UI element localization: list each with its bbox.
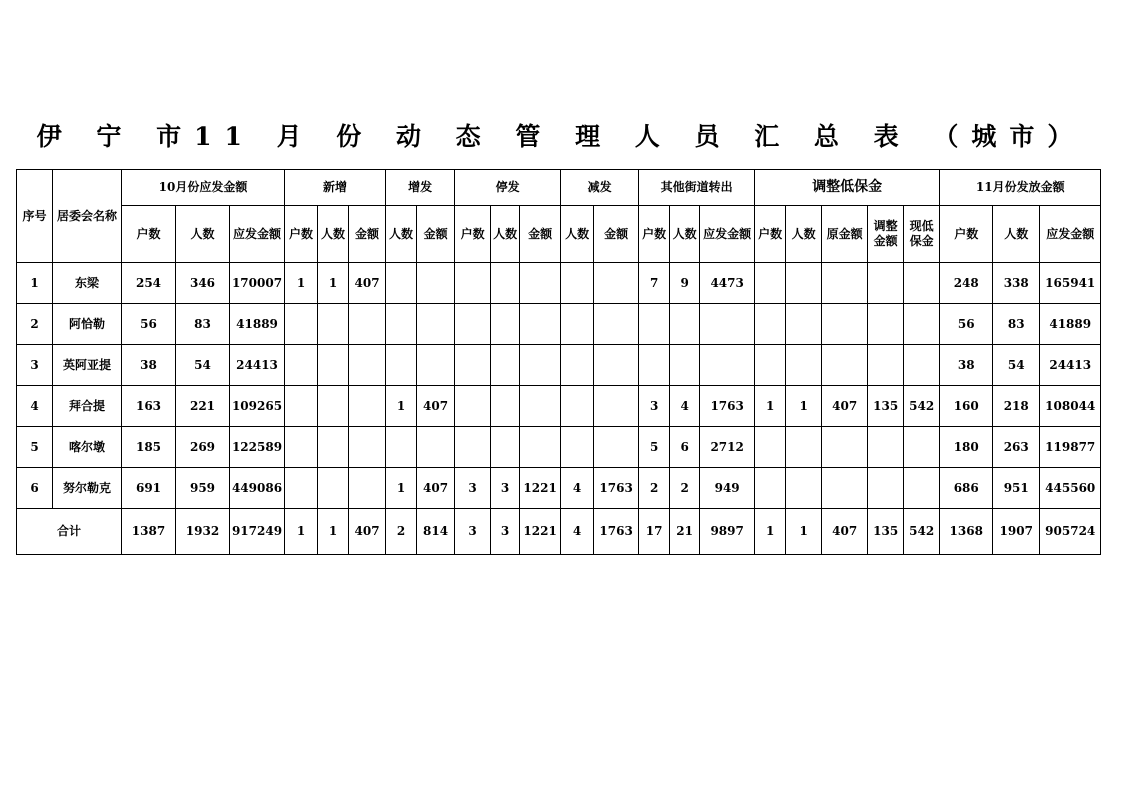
row-cell <box>491 304 520 345</box>
row-cell: 3 <box>455 468 491 509</box>
row-cell: 41889 <box>230 304 285 345</box>
row-cell <box>822 263 868 304</box>
row-cell: 9 <box>670 263 700 304</box>
row-cell: 4 <box>561 468 594 509</box>
row-cell <box>491 427 520 468</box>
row-cell <box>318 386 349 427</box>
row-cell <box>786 345 822 386</box>
row-seq: 5 <box>17 427 53 468</box>
row-cell <box>786 304 822 345</box>
total-cell: 3 <box>491 509 520 555</box>
row-cell <box>700 345 755 386</box>
row-cell: 1 <box>386 468 417 509</box>
row-cell: 3 <box>491 468 520 509</box>
row-cell <box>455 427 491 468</box>
table-row <box>17 468 1101 509</box>
row-cell <box>349 427 386 468</box>
row-cell <box>755 468 786 509</box>
row-cell <box>491 386 520 427</box>
sub-nov-households: 户数 <box>940 206 993 263</box>
row-cell: 135 <box>868 386 904 427</box>
table-row <box>17 345 1101 386</box>
row-cell <box>822 427 868 468</box>
row-cell: 119877 <box>1040 427 1101 468</box>
total-cell: 1932 <box>176 509 230 555</box>
sub-reduce-amount: 金额 <box>594 206 639 263</box>
row-cell <box>822 345 868 386</box>
row-cell <box>520 304 561 345</box>
header-name: 居委会名称 <box>53 170 122 263</box>
total-cell: 1763 <box>594 509 639 555</box>
row-cell <box>868 345 904 386</box>
total-cell: 1 <box>318 509 349 555</box>
row-cell <box>386 345 417 386</box>
sub-adjust-people: 人数 <box>786 206 822 263</box>
header-row-sub <box>17 206 1101 263</box>
row-cell <box>318 304 349 345</box>
table-row <box>17 427 1101 468</box>
row-cell: 4473 <box>700 263 755 304</box>
row-cell <box>561 304 594 345</box>
sub-stop-amount: 金额 <box>520 206 561 263</box>
row-cell: 7 <box>639 263 670 304</box>
sub-add-amount: 金额 <box>417 206 455 263</box>
row-cell: 185 <box>122 427 176 468</box>
row-cell: 160 <box>940 386 993 427</box>
row-cell <box>349 345 386 386</box>
row-cell: 1 <box>386 386 417 427</box>
total-cell: 4 <box>561 509 594 555</box>
row-cell <box>639 345 670 386</box>
row-cell <box>755 427 786 468</box>
row-seq: 3 <box>17 345 53 386</box>
row-cell: 170007 <box>230 263 285 304</box>
total-cell: 21 <box>670 509 700 555</box>
row-cell <box>670 304 700 345</box>
total-cell: 542 <box>904 509 940 555</box>
total-cell: 135 <box>868 509 904 555</box>
row-cell <box>285 345 318 386</box>
row-cell <box>904 468 940 509</box>
sub-stop-people: 人数 <box>491 206 520 263</box>
group-nov: 11月份发放金额 <box>940 170 1101 206</box>
total-cell: 2 <box>386 509 417 555</box>
row-cell <box>318 468 349 509</box>
row-cell: 4 <box>670 386 700 427</box>
total-cell: 17 <box>639 509 670 555</box>
row-cell: 959 <box>176 468 230 509</box>
row-cell <box>349 386 386 427</box>
row-cell <box>868 427 904 468</box>
row-cell <box>318 427 349 468</box>
row-cell: 6 <box>670 427 700 468</box>
row-cell <box>868 263 904 304</box>
row-cell <box>455 386 491 427</box>
row-cell <box>822 304 868 345</box>
row-cell: 180 <box>940 427 993 468</box>
row-seq: 4 <box>17 386 53 427</box>
sub-new-households: 户数 <box>285 206 318 263</box>
row-cell <box>285 386 318 427</box>
header-seq: 序号 <box>17 170 53 263</box>
header-row-groups <box>17 170 1101 206</box>
row-cell <box>386 427 417 468</box>
row-cell: 54 <box>993 345 1040 386</box>
row-cell <box>455 304 491 345</box>
row-committee-name: 拜合提 <box>53 386 122 427</box>
row-committee-name: 努尔勒克 <box>53 468 122 509</box>
row-cell <box>670 345 700 386</box>
group-adjust: 调整低保金 <box>755 170 940 206</box>
row-cell: 1 <box>285 263 318 304</box>
total-cell: 814 <box>417 509 455 555</box>
sub-oct-amount: 应发金额 <box>230 206 285 263</box>
group-reduce: 减发 <box>561 170 639 206</box>
row-cell <box>520 386 561 427</box>
row-cell: 346 <box>176 263 230 304</box>
row-cell <box>285 304 318 345</box>
row-cell <box>904 427 940 468</box>
row-cell <box>386 304 417 345</box>
row-cell: 122589 <box>230 427 285 468</box>
total-cell: 1387 <box>122 509 176 555</box>
row-cell <box>822 468 868 509</box>
sub-nov-people: 人数 <box>993 206 1040 263</box>
row-cell: 221 <box>176 386 230 427</box>
table-row <box>17 304 1101 345</box>
row-cell <box>491 263 520 304</box>
sub-adjust-households: 户数 <box>755 206 786 263</box>
row-cell: 445560 <box>1040 468 1101 509</box>
row-cell: 542 <box>904 386 940 427</box>
row-cell <box>904 345 940 386</box>
row-cell: 108044 <box>1040 386 1101 427</box>
row-cell <box>285 468 318 509</box>
row-cell <box>455 263 491 304</box>
row-cell: 951 <box>993 468 1040 509</box>
table-body <box>17 263 1101 509</box>
total-cell: 1221 <box>520 509 561 555</box>
total-cell: 905724 <box>1040 509 1101 555</box>
row-cell: 949 <box>700 468 755 509</box>
sub-adjust-original: 原金额 <box>822 206 868 263</box>
row-cell <box>349 304 386 345</box>
total-cell: 407 <box>822 509 868 555</box>
row-cell: 2 <box>639 468 670 509</box>
row-cell: 38 <box>122 345 176 386</box>
row-committee-name: 英阿亚提 <box>53 345 122 386</box>
row-cell <box>594 427 639 468</box>
row-cell <box>786 468 822 509</box>
row-cell: 1 <box>318 263 349 304</box>
row-committee-name: 喀尔墩 <box>53 427 122 468</box>
total-cell: 1 <box>285 509 318 555</box>
row-cell <box>561 263 594 304</box>
row-cell: 407 <box>417 468 455 509</box>
row-cell <box>755 263 786 304</box>
row-cell <box>417 263 455 304</box>
row-cell <box>700 304 755 345</box>
row-cell: 338 <box>993 263 1040 304</box>
row-cell: 248 <box>940 263 993 304</box>
row-cell <box>386 263 417 304</box>
row-seq: 2 <box>17 304 53 345</box>
row-cell: 686 <box>940 468 993 509</box>
row-cell: 1221 <box>520 468 561 509</box>
row-cell: 163 <box>122 386 176 427</box>
page-title: 伊 宁 市11 月 份 动 态 管 理 人 员 汇 总 表 （城市） <box>36 122 1086 151</box>
total-label: 合计 <box>17 509 122 555</box>
row-cell: 3 <box>639 386 670 427</box>
row-cell <box>417 304 455 345</box>
row-cell <box>594 263 639 304</box>
row-cell <box>904 263 940 304</box>
total-row <box>17 509 1101 555</box>
row-cell <box>318 345 349 386</box>
row-cell: 83 <box>176 304 230 345</box>
row-cell <box>786 427 822 468</box>
row-cell <box>285 427 318 468</box>
sub-new-people: 人数 <box>318 206 349 263</box>
row-cell: 407 <box>349 263 386 304</box>
sub-transfer-households: 户数 <box>639 206 670 263</box>
row-cell <box>904 304 940 345</box>
row-cell <box>417 427 455 468</box>
sub-adjust-change: 调整金额 <box>868 206 904 263</box>
total-cell: 3 <box>455 509 491 555</box>
total-cell: 1907 <box>993 509 1040 555</box>
row-cell <box>561 345 594 386</box>
total-cell: 1368 <box>940 509 993 555</box>
total-cell: 1 <box>755 509 786 555</box>
row-cell <box>786 263 822 304</box>
sub-transfer-people: 人数 <box>670 206 700 263</box>
row-cell: 5 <box>639 427 670 468</box>
sub-nov-amount: 应发金额 <box>1040 206 1101 263</box>
total-cell: 917249 <box>230 509 285 555</box>
group-new: 新增 <box>285 170 386 206</box>
sub-transfer-amount: 应发金额 <box>700 206 755 263</box>
row-cell: 24413 <box>230 345 285 386</box>
table-row <box>17 263 1101 304</box>
row-cell <box>594 386 639 427</box>
row-cell: 449086 <box>230 468 285 509</box>
row-cell <box>594 345 639 386</box>
row-cell: 109265 <box>230 386 285 427</box>
row-cell <box>455 345 491 386</box>
row-cell <box>639 304 670 345</box>
row-cell <box>594 304 639 345</box>
total-cell: 9897 <box>700 509 755 555</box>
row-cell: 1 <box>786 386 822 427</box>
sub-reduce-people: 人数 <box>561 206 594 263</box>
row-committee-name: 东梁 <box>53 263 122 304</box>
row-cell: 407 <box>822 386 868 427</box>
row-seq: 1 <box>17 263 53 304</box>
row-cell: 38 <box>940 345 993 386</box>
sub-oct-households: 户数 <box>122 206 176 263</box>
total-cell: 407 <box>349 509 386 555</box>
row-cell <box>561 427 594 468</box>
row-cell <box>417 345 455 386</box>
row-cell <box>755 345 786 386</box>
row-cell: 2 <box>670 468 700 509</box>
summary-table <box>16 169 1101 555</box>
total-cell: 1 <box>786 509 822 555</box>
row-cell: 269 <box>176 427 230 468</box>
sub-new-amount: 金额 <box>349 206 386 263</box>
row-cell: 24413 <box>1040 345 1101 386</box>
row-cell: 54 <box>176 345 230 386</box>
group-add: 增发 <box>386 170 455 206</box>
row-cell: 165941 <box>1040 263 1101 304</box>
row-cell: 56 <box>940 304 993 345</box>
table-row <box>17 386 1101 427</box>
row-cell <box>868 304 904 345</box>
row-committee-name: 阿恰勒 <box>53 304 122 345</box>
sub-oct-people: 人数 <box>176 206 230 263</box>
row-cell: 1763 <box>594 468 639 509</box>
row-cell: 83 <box>993 304 1040 345</box>
row-cell: 1763 <box>700 386 755 427</box>
row-cell: 56 <box>122 304 176 345</box>
row-cell: 407 <box>417 386 455 427</box>
row-cell: 218 <box>993 386 1040 427</box>
row-cell <box>755 304 786 345</box>
sub-stop-households: 户数 <box>455 206 491 263</box>
row-cell: 41889 <box>1040 304 1101 345</box>
group-oct: 10月份应发金额 <box>122 170 285 206</box>
row-cell <box>491 345 520 386</box>
sub-add-people: 人数 <box>386 206 417 263</box>
row-seq: 6 <box>17 468 53 509</box>
row-cell <box>520 427 561 468</box>
row-cell: 2712 <box>700 427 755 468</box>
sub-adjust-current: 现低保金 <box>904 206 940 263</box>
row-cell <box>349 468 386 509</box>
group-stop: 停发 <box>455 170 561 206</box>
row-cell <box>561 386 594 427</box>
row-cell: 691 <box>122 468 176 509</box>
row-cell: 1 <box>755 386 786 427</box>
row-cell: 254 <box>122 263 176 304</box>
row-cell: 263 <box>993 427 1040 468</box>
row-cell <box>868 468 904 509</box>
row-cell <box>520 345 561 386</box>
row-cell <box>520 263 561 304</box>
group-transfer: 其他街道转出 <box>639 170 755 206</box>
